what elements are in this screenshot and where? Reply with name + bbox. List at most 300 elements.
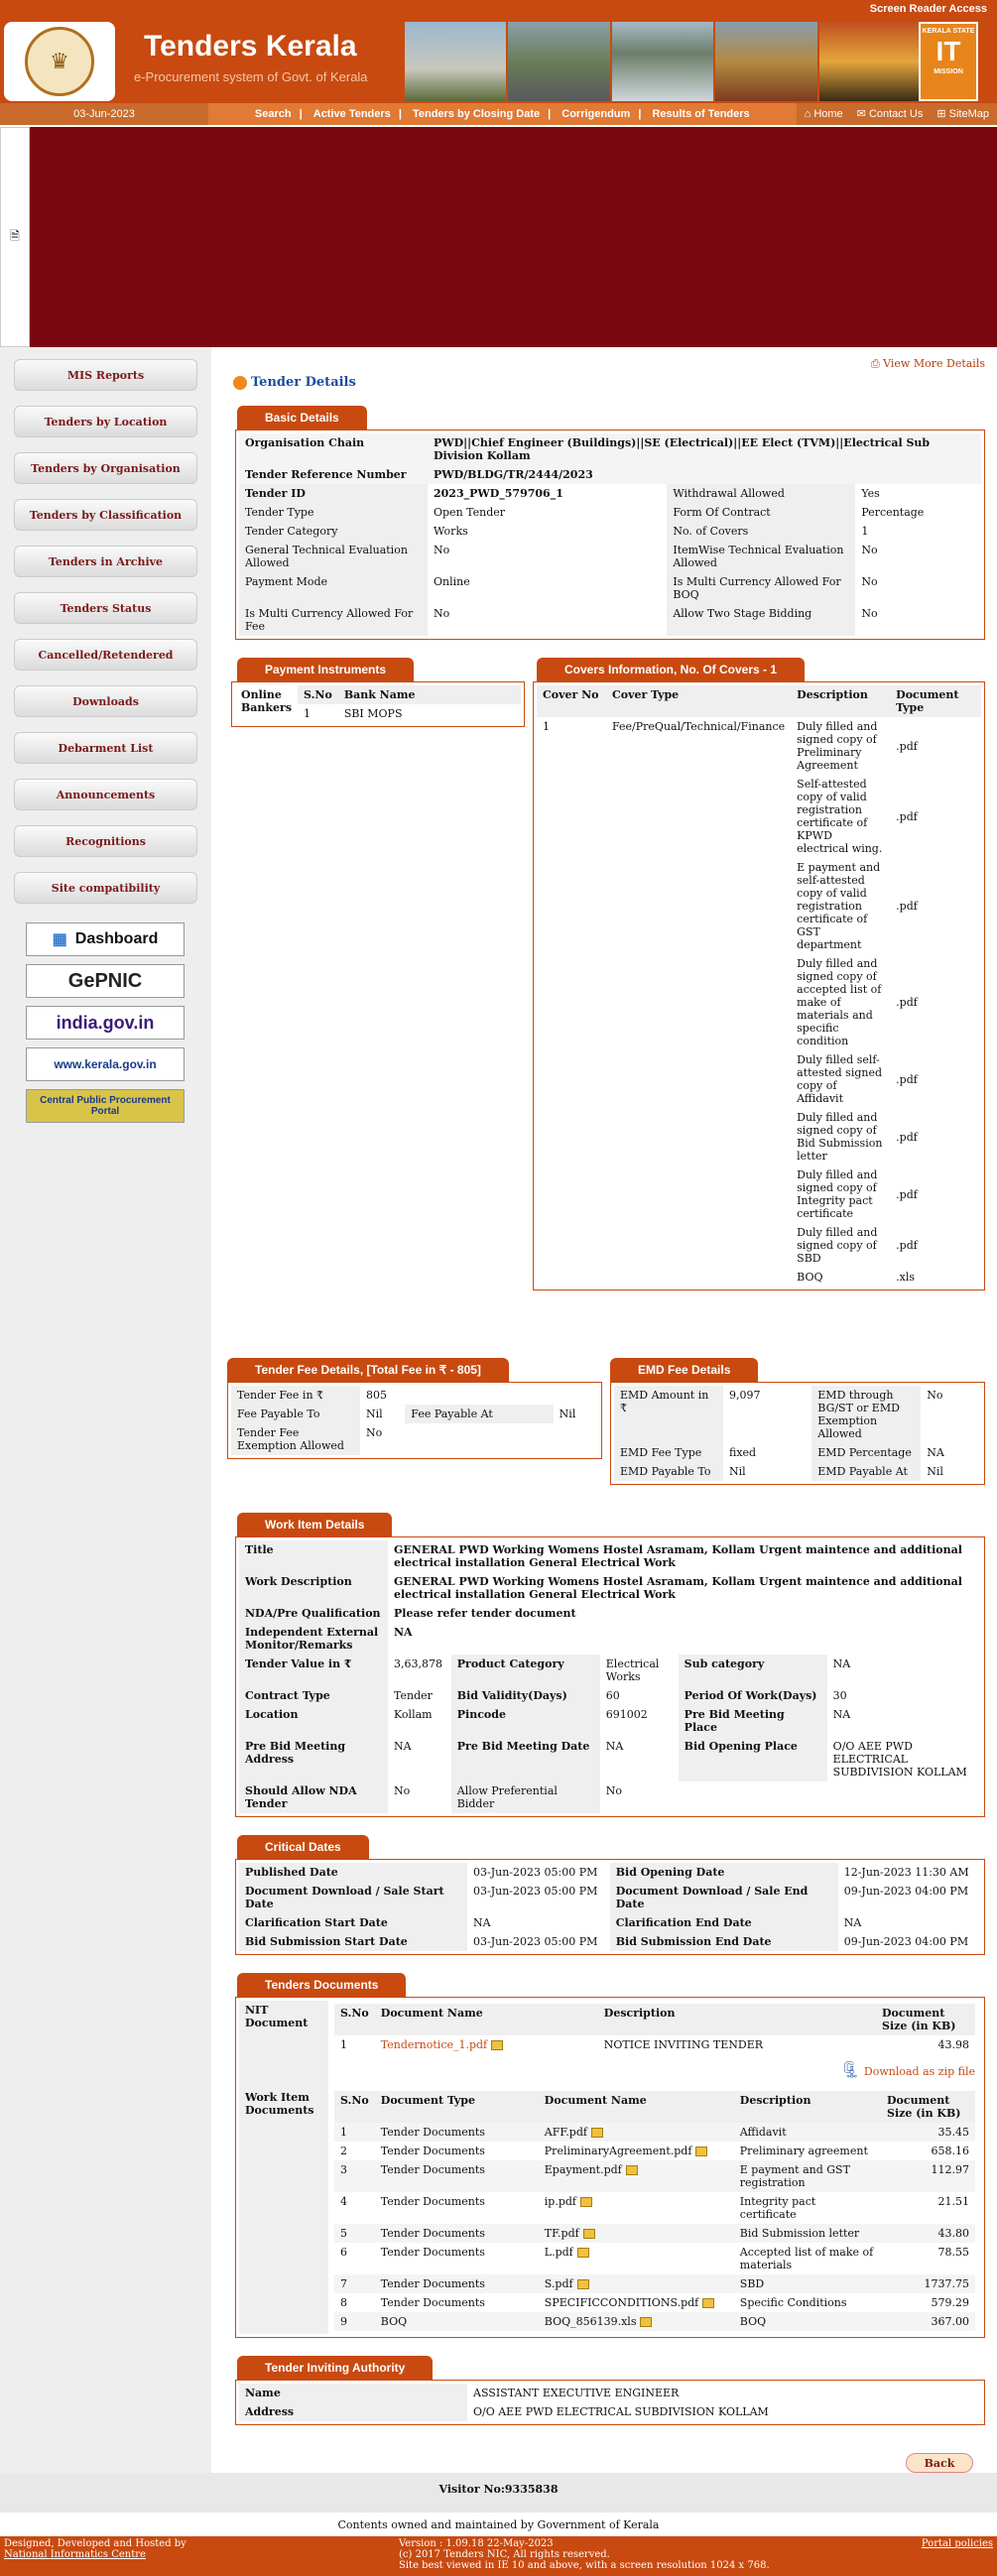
copyright-text: (c) 2017 Tenders NIC, All rights reserved. <box>399 2549 610 2560</box>
banner-area <box>0 127 997 347</box>
date-label: Published Date <box>239 1863 467 1882</box>
fee-value: No <box>366 1426 383 1439</box>
work-label: Independent External Monitor/Remarks <box>239 1623 388 1655</box>
fee-value: Nil <box>559 1408 576 1420</box>
detail-label: Withdrawal Allowed <box>667 484 855 503</box>
festival-photo <box>715 22 816 101</box>
authority-label: Name <box>239 2384 467 2402</box>
download-icon[interactable] <box>580 2197 592 2207</box>
sitemap-icon: ⊞ <box>936 108 946 120</box>
screen-reader-link[interactable]: Screen Reader Access <box>869 3 987 15</box>
footer-visitor <box>0 2473 997 2513</box>
detail-value: No <box>434 544 450 556</box>
view-more-link[interactable] <box>223 357 985 371</box>
doc-name[interactable]: BOQ_856139.xls <box>544 2315 637 2328</box>
download-icon[interactable] <box>591 2128 603 2138</box>
fee-tab: Tender Fee Details, [Total Fee in ₹ - 805] <box>227 1358 509 1382</box>
org-chain-value: PWD||Chief Engineer (Buildings)||SE (Electrical)||EE Elect (TVM)||Electrical Sub Division Kollam <box>428 433 981 465</box>
detail-label: Tender Type <box>239 503 428 522</box>
doc-name[interactable]: ip.pdf <box>544 2195 576 2208</box>
doc-type: Tender Documents <box>375 2274 539 2293</box>
col-header: Document Size (in KB) <box>881 2091 975 2123</box>
col-header: S.No <box>334 2004 375 2035</box>
detail-value: Percentage <box>861 506 925 519</box>
doc-desc: E payment and GST registration <box>734 2160 881 2192</box>
nav-active-tenders[interactable]: Active Tenders <box>312 108 391 120</box>
doc-sno: 7 <box>334 2274 375 2293</box>
banner-placeholder <box>0 127 30 347</box>
doc-sno: 8 <box>340 2296 347 2309</box>
download-icon[interactable] <box>702 2298 714 2308</box>
payment-panel <box>231 681 525 727</box>
work-item-panel <box>235 1536 985 1817</box>
date-label: Bid Submission Start Date <box>239 1932 467 1951</box>
work-value: O/O AEE PWD ELECTRICAL SUBDIVISION KOLLAM <box>832 1740 967 1779</box>
sidebar-item-classification[interactable]: Tenders by Classification <box>14 499 197 531</box>
doc-desc: Affidavit <box>734 2123 881 2142</box>
fee-section <box>227 1358 602 1503</box>
date-label: Bid Submission End Date <box>610 1932 838 1951</box>
cover-doc-type: .pdf <box>896 900 918 913</box>
basic-details-tab: Basic Details <box>237 406 367 429</box>
cover-doc-desc: Self-attested copy of valid registration certificate of KPWD electrical wing. <box>797 778 883 855</box>
footer-owned <box>0 2513 997 2536</box>
work-label: Should Allow NDA Tender <box>239 1781 388 1813</box>
detail-label: Form Of Contract <box>667 503 855 522</box>
doc-type: Tender Documents <box>375 2160 539 2192</box>
home-icon: ⌂ <box>804 108 811 120</box>
emd-value: Nil <box>927 1465 943 1478</box>
back-button[interactable]: Back <box>906 2453 973 2473</box>
detail-value: Online <box>434 575 470 588</box>
detail-label: Payment Mode <box>239 572 428 604</box>
kerala-gov-logo-text: www.kerala.gov.in <box>54 1057 157 1071</box>
basic-details-panel <box>235 429 985 640</box>
emd-section <box>610 1358 985 1503</box>
emd-label: EMD Amount in ₹ <box>614 1386 723 1443</box>
doc-link[interactable] <box>539 2293 734 2312</box>
cover-doc-desc: Duly filled and signed copy of Preliminary Agreement <box>797 720 878 772</box>
doc-size: 367.00 <box>881 2312 975 2331</box>
work-value: 60 <box>605 1689 620 1702</box>
doc-desc: BOQ <box>734 2312 881 2331</box>
payment-tab: Payment Instruments <box>237 658 414 681</box>
work-label: Work Description <box>239 1572 388 1604</box>
road-photo <box>508 22 609 101</box>
doc-link[interactable] <box>539 2243 734 2274</box>
detail-value: 1 <box>861 525 869 538</box>
it-logo-bottom: MISSION <box>934 68 963 75</box>
detail-value: No <box>861 544 878 556</box>
emd-panel <box>610 1382 985 1485</box>
nav-contact[interactable] <box>857 103 924 125</box>
col-header: Document Type <box>890 685 981 717</box>
cppp-logo[interactable] <box>26 1089 185 1123</box>
detail-value: Works <box>434 525 468 538</box>
visitor-count: Visitor No:9335838 <box>438 2483 559 2496</box>
doc-type: Tender Documents <box>380 2296 485 2309</box>
work-label: Sub category <box>679 1655 827 1686</box>
doc-name[interactable]: Epayment.pdf <box>544 2163 622 2176</box>
nav-sitemap-label: SiteMap <box>948 108 989 120</box>
nav-home[interactable] <box>805 103 843 125</box>
cover-doc-desc: Duly filled and signed copy of Bid Submission letter <box>797 1111 883 1163</box>
bullet-icon <box>233 376 247 390</box>
sidebar-item-mis-reports[interactable]: MIS Reports <box>14 359 197 391</box>
doc-link[interactable] <box>539 2312 734 2331</box>
india-gov-logo-text: india.gov.in <box>56 1012 155 1033</box>
table-row <box>334 2274 975 2293</box>
main-nav <box>0 103 997 125</box>
critical-dates-tab: Critical Dates <box>237 1835 369 1859</box>
detail-label: General Technical Evaluation Allowed <box>239 541 428 572</box>
nav-home-label: Home <box>813 108 843 120</box>
sidebar-item-organisation[interactable]: Tenders by Organisation <box>14 452 197 484</box>
sidebar-item-recognitions[interactable]: Recognitions <box>14 825 197 857</box>
page-title <box>233 375 985 390</box>
doc-size: 1737.75 <box>881 2274 975 2293</box>
view-more-label: View More Details <box>883 357 985 370</box>
doc-link[interactable] <box>539 2274 734 2293</box>
fee-panel <box>227 1382 602 1459</box>
authority-label: Address <box>239 2402 467 2421</box>
gepnic-logo-text: GePNIC <box>67 969 143 992</box>
doc-type: Tender Documents <box>380 2145 485 2157</box>
col-header: Document Name <box>539 2091 734 2123</box>
dam-photo <box>612 22 713 101</box>
work-value: 691002 <box>605 1708 648 1721</box>
doc-desc: SBD <box>734 2274 881 2293</box>
nit-sno: 1 <box>340 2038 347 2051</box>
doc-type: Tender Documents <box>380 2195 485 2208</box>
footer-bottom <box>0 2536 997 2576</box>
col-header: Cover Type <box>606 685 791 717</box>
doc-size: 78.55 <box>937 2246 969 2259</box>
fee-label: Fee Payable To <box>231 1405 360 1423</box>
table-row <box>334 2160 975 2192</box>
doc-sno: 9 <box>334 2312 375 2331</box>
work-label: Bid Opening Place <box>679 1737 827 1781</box>
emblem-icon: ♛ <box>25 27 94 96</box>
work-label: Pre Bid Meeting Address <box>239 1737 388 1781</box>
date-value: 12-Jun-2023 11:30 AM <box>843 1866 969 1879</box>
doc-link[interactable] <box>539 2160 734 2192</box>
covers-tab: Covers Information, No. Of Covers - 1 <box>537 658 805 681</box>
emd-value: No <box>927 1389 943 1402</box>
col-header: Document Type <box>375 2091 539 2123</box>
document-icon: 🗎 <box>10 228 20 243</box>
table-row <box>334 2192 975 2224</box>
payment-covers-row <box>227 658 985 1308</box>
cover-doc-desc: Duly filled self-attested signed copy of Affidavit <box>797 1053 883 1105</box>
doc-name[interactable]: PreliminaryAgreement.pdf <box>544 2145 692 2157</box>
detail-label: Allow Two Stage Bidding <box>667 604 855 636</box>
tender-documents-panel <box>235 1997 985 2338</box>
fee-emd-row <box>227 1358 985 1503</box>
fee-value: Nil <box>366 1408 383 1420</box>
table-row <box>334 2224 975 2243</box>
payment-section <box>227 658 525 1308</box>
col-header: Cover No <box>537 685 606 717</box>
date-value: 09-Jun-2023 04:00 PM <box>843 1885 969 1898</box>
download-zip-label: Download as zip file <box>863 2065 975 2078</box>
work-label: Period Of Work(Days) <box>679 1686 827 1705</box>
doc-name[interactable]: AFF.pdf <box>544 2126 587 2139</box>
doc-desc: Integrity pact certificate <box>739 2195 816 2221</box>
detail-value: Open Tender <box>434 506 506 519</box>
emd-tab: EMD Fee Details <box>610 1358 758 1382</box>
cover-doc-type: .pdf <box>896 809 918 823</box>
cover-doc-type: .pdf <box>896 739 918 753</box>
work-value: Tender <box>394 1689 433 1702</box>
doc-name[interactable]: TF.pdf <box>544 2227 579 2240</box>
emd-value: 9,097 <box>729 1389 761 1402</box>
doc-sno: 4 <box>340 2195 347 2208</box>
download-icon[interactable] <box>695 2147 707 2156</box>
col-header: S.No <box>334 2091 375 2123</box>
nav-sep: | <box>638 108 642 120</box>
nit-size: 43.98 <box>937 2038 969 2051</box>
sidebar-item-cancelled[interactable]: Cancelled/Retendered <box>14 639 197 671</box>
doc-sno: 1 <box>334 2123 375 2142</box>
work-value: No <box>394 1784 411 1797</box>
doc-type: Tender Documents <box>375 2224 539 2243</box>
owned-text: Contents owned and maintained by Government of Kerala <box>337 2518 660 2531</box>
cover-doc-desc: Duly filled and signed copy of SBD <box>797 1226 878 1265</box>
work-value: Electrical Works <box>605 1657 660 1683</box>
ref-no-value: PWD/BLDG/TR/2444/2023 <box>428 465 981 484</box>
col-header: Document Name <box>375 2004 598 2035</box>
fee-label: Tender Fee Exemption Allowed <box>231 1423 360 1455</box>
nav-closing-date[interactable]: Tenders by Closing Date <box>412 108 541 120</box>
nav-corrigendum[interactable]: Corrigendum <box>561 108 631 120</box>
emd-value: Nil <box>729 1465 746 1478</box>
nit-doc-name[interactable]: Tendernotice_1.pdf <box>380 2038 488 2051</box>
nav-results[interactable]: Results of Tenders <box>652 108 750 120</box>
download-zip-link[interactable] <box>334 2060 975 2079</box>
col-header: Bank Name <box>338 685 521 704</box>
nav-utility <box>797 103 997 125</box>
sidebar-item-downloads[interactable]: Downloads <box>14 685 197 717</box>
work-label: Location <box>239 1705 388 1737</box>
doc-size: 112.97 <box>881 2160 975 2192</box>
tender-id-value: 2023_PWD_579706_1 <box>434 487 563 500</box>
doc-link[interactable] <box>539 2224 734 2243</box>
col-header: Description <box>791 685 890 717</box>
work-item-tab: Work Item Details <box>237 1513 392 1536</box>
emd-label: EMD Payable To <box>614 1462 723 1481</box>
it-logo-text: IT <box>935 36 961 66</box>
doc-sno: 3 <box>334 2160 375 2192</box>
date-value: 09-Jun-2023 04:00 PM <box>843 1935 969 1948</box>
print-icon: ⎙ <box>870 357 880 370</box>
site-subtitle: e-Procurement system of Govt. of Kerala <box>134 69 368 84</box>
bank-name: SBI MOPS <box>343 707 403 720</box>
work-label: Title <box>239 1540 388 1572</box>
detail-value: No <box>434 607 450 620</box>
detail-value: Yes <box>861 487 880 500</box>
main-content <box>211 347 997 2473</box>
col-header: Description <box>598 2004 876 2035</box>
top-bar <box>0 0 997 20</box>
site-header <box>0 20 997 103</box>
tender-id-label: Tender ID <box>239 484 428 503</box>
work-value: Kollam <box>394 1708 433 1721</box>
footer-version <box>399 2538 770 2571</box>
doc-link[interactable] <box>539 2142 734 2160</box>
chart-icon: ▦ <box>52 931 67 948</box>
bank-sno: 1 <box>304 707 312 720</box>
emd-label: EMD through BG/ST or EMD Exemption Allowed <box>811 1386 921 1443</box>
sidebar-item-site-compat[interactable]: Site compatibility <box>14 872 197 904</box>
table-row <box>334 2243 975 2274</box>
kerala-it-mission-logo[interactable] <box>919 22 978 101</box>
work-value: NA <box>394 1740 412 1753</box>
date-value: 03-Jun-2023 05:00 PM <box>473 1885 598 1898</box>
cover-doc-type: .pdf <box>896 1187 918 1201</box>
work-desc-value: GENERAL PWD Working Womens Hostel Asramam, Kollam Urgent maintence and additional electrical installation General Electrical Work <box>394 1575 962 1601</box>
doc-link[interactable] <box>539 2123 734 2142</box>
doc-sno: 6 <box>340 2246 347 2259</box>
designed-text: Designed, Developed and Hosted by <box>4 2538 187 2549</box>
gepnic-logo[interactable] <box>26 964 185 998</box>
version-text: Version : 1.09.18 22-May-2023 <box>399 2538 554 2549</box>
emd-value: NA <box>927 1446 944 1459</box>
nav-sitemap[interactable] <box>936 103 989 125</box>
doc-sno: 5 <box>334 2224 375 2243</box>
nav-search[interactable]: Search <box>254 108 292 120</box>
col-header: S.No <box>298 685 338 704</box>
cover-doc-type: .pdf <box>896 1130 918 1144</box>
nav-sep: | <box>398 108 402 120</box>
download-icon[interactable] <box>626 2165 638 2175</box>
sidebar-item-announcements[interactable]: Announcements <box>14 779 197 810</box>
sidebar-item-status[interactable]: Tenders Status <box>14 592 197 624</box>
sidebar-item-debarment[interactable]: Debarment List <box>14 732 197 764</box>
work-value: 3,63,878 <box>394 1657 442 1670</box>
work-label: Contract Type <box>239 1686 388 1705</box>
doc-name[interactable]: L.pdf <box>544 2246 573 2259</box>
work-label: Product Category <box>451 1655 600 1686</box>
doc-desc: Accepted list of make of materials <box>739 2246 874 2271</box>
tender-documents-tab: Tenders Documents <box>237 1973 406 1997</box>
zip-icon: 🗜 <box>840 2060 861 2079</box>
nic-link[interactable]: National Informatics Centre <box>4 2549 146 2560</box>
detail-value: No <box>861 575 878 588</box>
doc-type: Tender Documents <box>375 2123 539 2142</box>
work-value: 30 <box>832 1689 847 1702</box>
doc-desc: Bid Submission letter <box>734 2224 881 2243</box>
download-icon[interactable] <box>577 2279 589 2289</box>
date-label: Clarification Start Date <box>239 1913 467 1932</box>
work-label: Tender Value in ₹ <box>239 1655 388 1686</box>
emd-value: fixed <box>729 1446 757 1459</box>
detail-value: No <box>861 607 878 620</box>
doc-desc: Specific Conditions <box>739 2296 847 2309</box>
cover-type: Fee/PreQual/Technical/Finance <box>612 720 786 733</box>
authority-tab: Tender Inviting Authority <box>237 2356 433 2380</box>
nit-label: NIT Document <box>239 2001 328 2088</box>
detail-label: Tender Category <box>239 522 428 541</box>
nit-doc-link[interactable] <box>375 2035 598 2054</box>
sidebar-item-location[interactable]: Tenders by Location <box>14 406 197 437</box>
nit-desc: NOTICE INVITING TENDER <box>603 2038 764 2051</box>
authority-name: ASSISTANT EXECUTIVE ENGINEER <box>473 2387 680 2399</box>
kerala-gov-logo[interactable] <box>26 1047 185 1081</box>
secretariat-photo <box>405 22 506 101</box>
dashboard-logo[interactable] <box>26 922 185 956</box>
dashboard-logo-text: Dashboard <box>74 930 159 947</box>
kathakali-photo <box>819 22 921 101</box>
detail-label: No. of Covers <box>667 522 855 541</box>
critical-dates-panel <box>235 1859 985 1955</box>
work-value: NA <box>832 1708 851 1721</box>
page-title-text: Tender Details <box>251 375 356 390</box>
portal-policies-link[interactable]: Portal policies <box>921 2538 993 2549</box>
kerala-emblem-logo[interactable] <box>4 22 115 101</box>
nav-contact-label: Contact Us <box>868 108 924 120</box>
cover-doc-type: .xls <box>896 1271 916 1284</box>
cover-doc-desc: Duly filled and signed copy of accepted list of make of materials and specific condition <box>797 957 882 1047</box>
work-value: NA <box>832 1657 851 1670</box>
work-value: NA <box>605 1740 624 1753</box>
cover-doc-desc: E payment and self-attested copy of valid registration certificate of GST department <box>797 861 881 951</box>
fee-label: Tender Fee in ₹ <box>231 1386 360 1405</box>
sidebar <box>0 347 211 2473</box>
site-title: Tenders Kerala <box>144 30 357 62</box>
work-docs-label: Work Item Documents <box>239 2088 328 2334</box>
doc-size: 21.51 <box>937 2195 969 2208</box>
table-row <box>334 2293 975 2312</box>
nav-sep: | <box>299 108 303 120</box>
cover-no: 1 <box>543 720 550 733</box>
mail-icon: ✉ <box>856 108 866 120</box>
emd-label: EMD Fee Type <box>614 1443 723 1462</box>
cover-doc-type: .pdf <box>896 1239 918 1252</box>
sidebar-item-archive[interactable]: Tenders in Archive <box>14 546 197 577</box>
nav-links <box>208 108 797 120</box>
fee-value: 805 <box>366 1389 387 1402</box>
download-icon[interactable] <box>491 2040 503 2050</box>
date-label: Bid Opening Date <box>610 1863 838 1882</box>
doc-size: 43.80 <box>881 2224 975 2243</box>
doc-desc: Preliminary agreement <box>739 2145 868 2157</box>
date-value: NA <box>473 1916 491 1929</box>
india-gov-logo[interactable] <box>26 1006 185 1040</box>
doc-type: Tender Documents <box>380 2246 485 2259</box>
table-row <box>334 2142 975 2160</box>
online-bankers-label: Online Bankers <box>241 688 293 714</box>
doc-size: 658.16 <box>931 2145 969 2157</box>
work-title-value: GENERAL PWD Working Womens Hostel Asramam, Kollam Urgent maintence and additional electrical installation General Electrical Work <box>394 1543 962 1569</box>
col-header: Document Size (in KB) <box>876 2004 975 2035</box>
doc-size: 579.29 <box>931 2296 969 2309</box>
cover-doc-desc: BOQ <box>797 1271 823 1284</box>
doc-link[interactable] <box>539 2192 734 2224</box>
work-label: Pre Bid Meeting Place <box>679 1705 827 1737</box>
download-icon[interactable] <box>583 2229 595 2239</box>
cover-doc-type: .pdf <box>896 996 918 1009</box>
cppp-logo-text: Central Public Procurement Portal <box>40 1095 171 1117</box>
doc-name[interactable]: S.pdf <box>544 2277 573 2290</box>
download-icon[interactable] <box>640 2317 652 2327</box>
footer-designed <box>4 2538 187 2560</box>
work-value: Please refer tender document <box>394 1607 576 1620</box>
detail-label: ItemWise Technical Evaluation Allowed <box>667 541 855 572</box>
download-icon[interactable] <box>577 2248 589 2258</box>
doc-name[interactable]: SPECIFICCONDITIONS.pdf <box>544 2296 699 2309</box>
doc-sno: 2 <box>340 2145 347 2157</box>
